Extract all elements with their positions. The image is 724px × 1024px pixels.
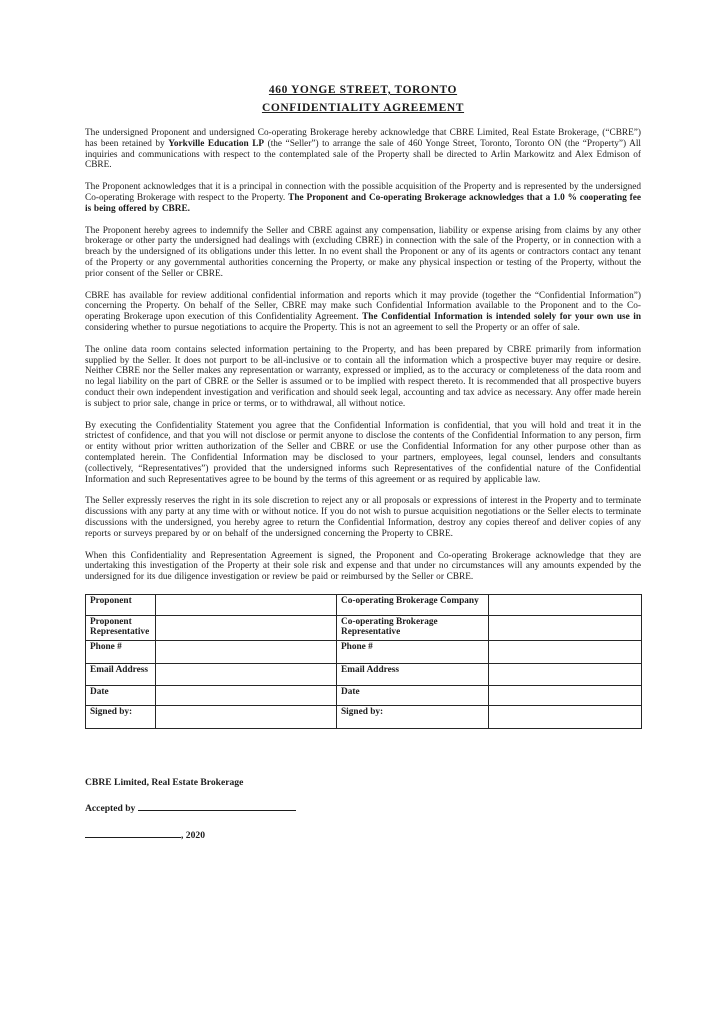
paragraph: [85, 291, 641, 334]
paragraph: [85, 182, 641, 214]
table-value-cell: [489, 640, 642, 663]
table-value-cell: [489, 685, 642, 705]
paragraph-text: The undersigned Proponent and undersigned Co-operating Brokerage hereby acknowledge that CBRE Limited, Real Estate Brokerage, (“CBRE”) has been retained by: [85, 128, 641, 149]
date-underline: [85, 829, 181, 838]
table-label-cell: Proponent Representative: [86, 615, 156, 640]
accepted-by-line: [85, 802, 641, 814]
table-label-cell: Date: [86, 685, 156, 705]
acceptance-block: [85, 777, 641, 841]
table-label-cell: Proponent: [86, 594, 156, 615]
paragraph: [85, 226, 641, 280]
table-label-cell: Email Address: [86, 663, 156, 685]
paragraph: [85, 421, 641, 486]
table-value-cell: [156, 685, 337, 705]
paragraph-text: The online data room contains selected information pertaining to the Property, and has been prepared by CBRE primarily from information supplied by the Seller. It does not purport to be all-inclusive or to contain all the information which a prospective buyer may require or desire. Neither CBRE nor the Seller makes any representation or warranty, expressed or implied, as to the accuracy or completeness of the data room and no legal liability on the part of CBRE or the Seller is assumed or to be implied with respect thereto. It is recommended that all prospective buyers conduct their own independent investigation and verification and should seek legal, accounting and tax advice as necessary. Any offer made herein is subject to prior sale, change in price or terms, or to withdrawal, all without notice.: [85, 344, 641, 409]
table-label-cell: Phone #: [337, 640, 489, 663]
footer-company-name: CBRE Limited, Real Estate Brokerage: [85, 776, 244, 788]
table-value-cell: [156, 594, 337, 615]
paragraph-bold-text: The Proponent and Co-operating Brokerage acknowledges that a 1.0 % cooperating fee is being offered by CBRE.: [85, 192, 642, 214]
table-row: [86, 663, 642, 685]
document-title-line2: CONFIDENTIALITY AGREEMENT: [261, 102, 465, 114]
paragraph: [85, 551, 641, 583]
table-label-cell: Signed by:: [86, 705, 156, 728]
document-body: [85, 128, 641, 583]
accepted-by-underline: [138, 802, 296, 811]
paragraph-text: The Proponent hereby agrees to indemnify the Seller and CBRE against any compensation, liability or expense arising from claims by any other brokerage or other party the undersigned had dealings with (excluding CBRE) in connection with the sale of the Property, or in connection with a breach by the undersigned of its obligations under this letter. In no event shall the Proponent or any of its agents or contractors contact any tenant of the Property or any governmental authorities concerning the Property, or make any physical inspection or testing of the Property, without the prior consent of the Seller or CBRE.: [85, 225, 641, 279]
table-value-cell: [156, 705, 337, 728]
paragraph-text: When this Confidentiality and Representation Agreement is signed, the Proponent and Co-operating Brokerage acknowledge that they are undertaking this investigation of the Property at their sole risk and expense and that under no circumstances will any amounts expended by the undersigned for its due diligence investigation or review be paid or reimbursed by the Seller or CBRE.: [85, 550, 641, 583]
table-value-cell: [489, 594, 642, 615]
document-content: [85, 84, 641, 841]
table-value-cell: [156, 663, 337, 685]
date-line: [85, 829, 641, 841]
accepted-by-label: Accepted by: [85, 802, 136, 814]
document-title-line1: 460 YONGE STREET, TORONTO: [268, 84, 458, 96]
paragraph-text: considering whether to pursue negotiations to acquire the Property. This is not an agreement to sell the Property or an offer of sale.: [85, 322, 580, 333]
table-row: [86, 615, 642, 640]
paragraph-text: CBRE has available for review additional confidential information and reports which it may provide (together the “Confidential Information”) concerning the Property. On behalf of the Seller, CBRE may make such Confidential Information available to the Proponent and to the Co-operating Brokerage upon execution of this Confidentiality Agreement.: [85, 290, 641, 323]
paragraph: [85, 345, 641, 410]
paragraph-bold-text: Yorkville Education LP: [168, 138, 265, 149]
paragraph: [85, 128, 641, 171]
table-value-cell: [489, 663, 642, 685]
date-year-suffix: , 2020: [181, 829, 205, 841]
table-row: [86, 705, 642, 728]
paragraph-text: By executing the Confidentiality Statement you agree that the Confidential Information is confidential, that you will hold and treat it in the strictest of confidence, and that you will not disclose or permit anyone to disclose the contents of the Confidential Information to any person, firm or entity without prior written authorization of the Seller and CBRE or use the Confidential Information for any other purpose other than as contemplated herein. The Confidential Information may be disclosed to your partners, employees, legal counsel, lenders and consultants (collectively, “Representatives”) provided that the undersigned informs such Representatives of the confidential nature of the Confidential Information and such Representatives agree to be bound by the terms of this agreement or as required by applicable law.: [85, 420, 641, 485]
paragraph: [85, 496, 641, 539]
paragraph-bold-text: The Confidential Information is intended solely for your own use in: [362, 312, 641, 323]
table-label-cell: Phone #: [86, 640, 156, 663]
signature-table-body: [86, 594, 642, 728]
table-row: [86, 685, 642, 705]
paragraph-text: The Seller expressly reserves the right in its sole discretion to reject any or all proposals or expressions of interest in the Property and to terminate discussions with any party at any time with or without notice. If you do not wish to pursue acquisition negotiations or the Seller elects to terminate discussions with the undersigned, you hereby agree to return the Confidential Information, destroy any copies thereof and deliver copies of any reports or surveys prepared by or on behalf of the undersigned concerning the Property to CBRE.: [85, 496, 641, 539]
table-label-cell: Email Address: [337, 663, 489, 685]
table-value-cell: [156, 640, 337, 663]
table-label-cell: Co-operating Brokerage Representative: [337, 615, 489, 640]
table-label-cell: Signed by:: [337, 705, 489, 728]
table-value-cell: [489, 615, 642, 640]
table-row: [86, 594, 642, 615]
table-label-cell: Co-operating Brokerage Company: [337, 594, 489, 615]
paragraph-text: The Proponent acknowledges that it is a principal in connection with the possible acquisition of the Property and is represented by the undersigned Co-operating Brokerage with respect to the Property.: [85, 182, 641, 203]
signature-table: [85, 594, 642, 729]
table-value-cell: [156, 615, 337, 640]
table-row: [86, 640, 642, 663]
paragraph-text: (the “Seller”) to arrange the sale of 460 Yonge Street, Toronto, Toronto ON (the “Property”) All inquiries and communications with respect to the contemplated sale of the Property shall be directed to Arlin Markowitz and Alex Edmison of CBRE.: [85, 138, 642, 171]
table-label-cell: Date: [337, 685, 489, 705]
table-value-cell: [489, 705, 642, 728]
